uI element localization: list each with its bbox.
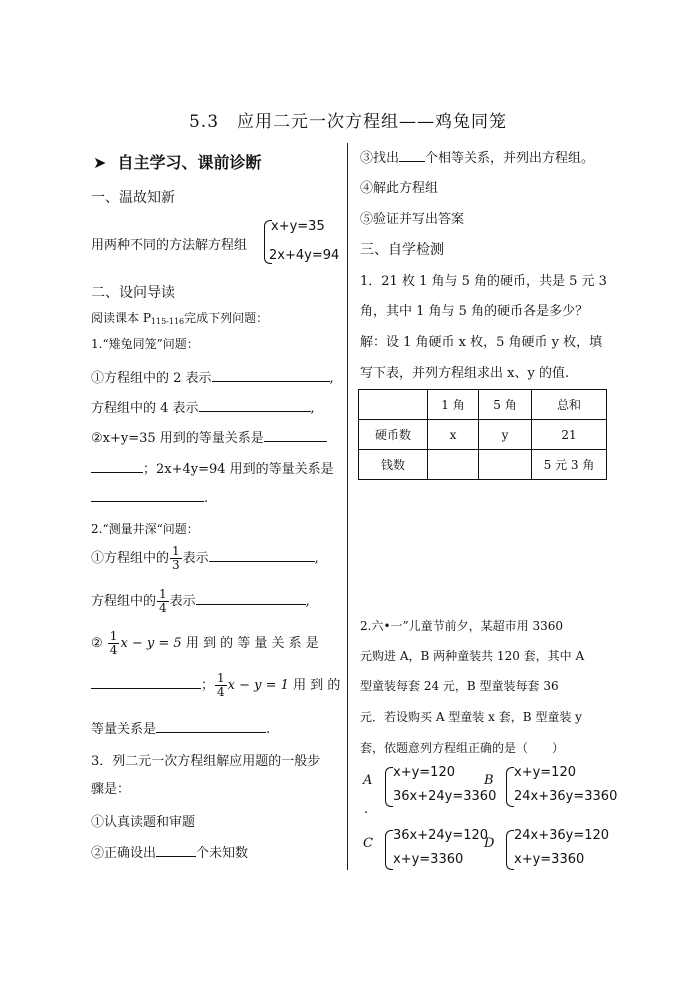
option-c-eq2: x+y=3360 (393, 852, 464, 867)
table-cell: 总和 (532, 390, 607, 420)
answer-blank[interactable] (156, 844, 196, 857)
question-2a: ①方程组中的 $\frac{1}{3}$ 表示 , (91, 544, 319, 572)
reading-instruction: 阅读课本 $P_{115-116}$完成下列问题： (91, 311, 269, 326)
step-1: ①认真读题和审题 (91, 815, 196, 830)
column-divider (347, 143, 348, 870)
option-b-eq1: x+y=120 (514, 765, 576, 780)
table-cell: 21 (532, 420, 607, 450)
fraction-one-quarter: $\frac{1}{4}$ (217, 671, 225, 699)
table-row (359, 420, 607, 450)
part1-heading: 一、温故知新 (91, 190, 175, 206)
answer-blank[interactable] (209, 549, 315, 562)
question-1-title: 1.“雉兔同笼”问题： (91, 337, 199, 351)
table-cell (359, 390, 428, 420)
problem-1-line3: 解：设 1 角硬币 x 枚，5 角硬币 y 枚，填 (360, 335, 603, 350)
option-a-label[interactable]: A (363, 773, 373, 788)
answer-blank[interactable] (199, 399, 311, 412)
part3-heading: 三、自学检测 (360, 242, 444, 258)
coin-table (358, 389, 607, 480)
table-cell: x (428, 420, 479, 450)
question-2-title: 2.“测量井深“问题： (91, 522, 199, 536)
table-cell-input[interactable] (479, 450, 532, 480)
table-cell: y (479, 420, 532, 450)
fraction-one-quarter: $\frac{1}{4}$ (159, 587, 167, 615)
system-intro: 用两种不同的方法解方程组 (91, 238, 248, 253)
question-2b: 方程组中的 $\frac{1}{4}$ 表示 , (91, 587, 310, 615)
answer-blank[interactable] (264, 429, 327, 442)
table-cell: 1 角 (428, 390, 479, 420)
table-cell: 5 元 3 角 (532, 450, 607, 480)
section-heading-text: 自主学习、课前诊断 (117, 153, 262, 172)
option-c-label[interactable]: C (363, 836, 373, 851)
table-row (359, 450, 607, 480)
system-eq2: 2x+4y=94 (269, 248, 340, 263)
question-2e: 等量关系是 . (91, 722, 271, 737)
problem-1-line2: 角，其中 1 角与 5 角的硬币各是多少？ (360, 304, 589, 319)
problem-2-line1: 2.六•一”儿童节前夕，某超市用 3360 (360, 619, 564, 633)
problem-1-line4: 写下表，并列方程组求出 x、y 的值. (360, 366, 570, 381)
option-b-label[interactable]: B (484, 773, 494, 788)
table-cell: 钱数 (359, 450, 428, 480)
question-3-line1: 3．列二元一次方程组解应用题的一般步 (91, 754, 321, 769)
problem-2-line2: 元购进 A，B 两种童装共 120 套，其中 A (360, 649, 585, 663)
system-eq1: x+y=35 (271, 219, 325, 234)
question-1e: . (91, 489, 208, 506)
fraction-one-quarter: $\frac{1}{4}$ (109, 629, 118, 657)
problem-1-line1: 1．21 枚 1 角与 5 角的硬币，共是 5 元 3 (360, 274, 607, 289)
question-2c: ② $\frac{1}{4}$ x − y = 5 用 到 的 等 量 关 系 是 (91, 629, 319, 657)
page-title: 5.3 应用二元一次方程组——鸡兔同笼 (188, 112, 508, 132)
answer-blank[interactable] (91, 489, 204, 502)
question-3-line2: 骤是： (91, 782, 131, 797)
answer-blank[interactable] (399, 149, 425, 162)
table-cell: 5 角 (479, 390, 532, 420)
answer-blank[interactable] (196, 592, 306, 605)
question-1c: ②x+y=35 用到的等量关系是 (91, 427, 327, 446)
option-a-brace (385, 767, 393, 807)
question-1b: 方程组中的 4 表示 , (91, 401, 315, 416)
question-2d: ； $\frac{1}{4}$ x − y = 1 用 到 的 (91, 672, 340, 699)
step-4: ④解此方程组 (360, 181, 439, 196)
option-a-eq2: 36x+24y=3360 (393, 789, 497, 804)
option-d-label[interactable]: D (484, 836, 495, 851)
option-b-eq2: 24x+36y=3360 (514, 789, 618, 804)
option-d-eq1: 24x+36y=120 (514, 828, 610, 843)
option-c-eq1: 36x+24y=120 (393, 828, 489, 843)
problem-2-line3: 型童装每套 24 元，B 型童装每套 36 (360, 679, 559, 693)
answer-blank[interactable] (91, 460, 143, 473)
option-c-brace (385, 830, 393, 870)
question-1a: ①方程组中的 2 表示 , (91, 371, 334, 386)
table-cell-input[interactable] (428, 450, 479, 480)
answer-blank[interactable] (91, 676, 201, 689)
arrow-bullet-icon: ➤ (93, 153, 107, 172)
option-d-brace (506, 830, 514, 870)
table-row (359, 390, 607, 420)
step-2: ②正确设出 个未知数 (91, 846, 249, 861)
step-5: ⑤验证并写出答案 (360, 212, 465, 227)
problem-2-line5: 套，依题意列方程组正确的是（ ） (360, 741, 565, 755)
answer-blank[interactable] (212, 369, 330, 382)
answer-blank[interactable] (156, 720, 266, 733)
option-b-brace (506, 767, 514, 807)
problem-2-line4: 元．若设购买 A 型童装 x 套，B 型童装 y (360, 710, 582, 724)
question-1d: ；2x+4y=94 用到的等量关系是 (91, 458, 334, 477)
part2-heading: 二、设问导读 (91, 285, 175, 301)
option-a-dot: . (364, 802, 369, 817)
table-cell: 硬币数 (359, 420, 428, 450)
fraction-one-third: $\frac{1}{3}$ (172, 544, 180, 572)
option-d-eq2: x+y=3360 (514, 852, 585, 867)
option-a-eq1: x+y=120 (393, 765, 455, 780)
section-heading-self-study (93, 150, 262, 173)
step-3: ③找出 个相等关系，并列出方程组。 (360, 151, 595, 166)
